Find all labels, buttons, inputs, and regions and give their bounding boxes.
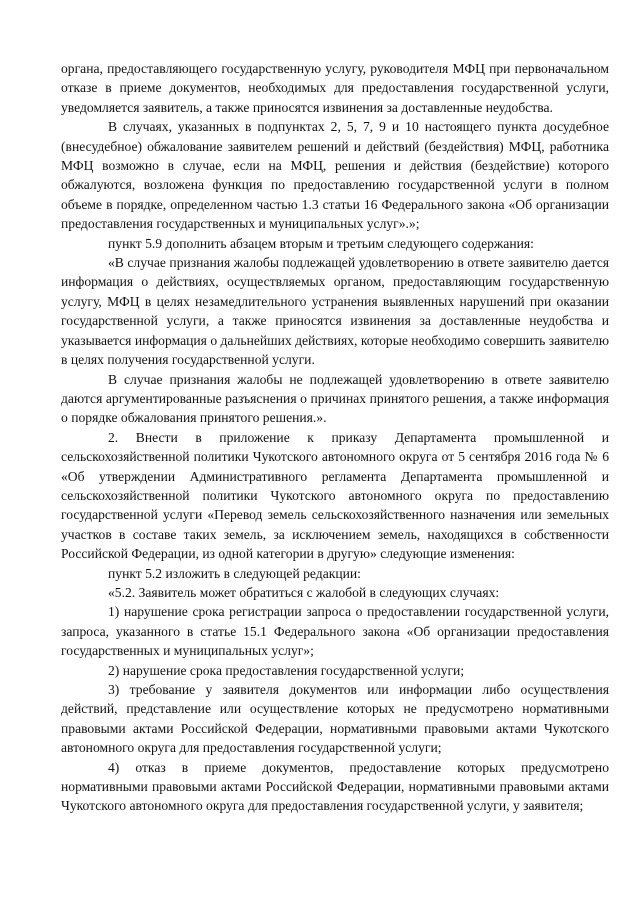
paragraph-clause-5-2-intro: «5.2. Заявитель может обратиться с жалобой в следующих случаях: [108,584,500,600]
list-item-4: 4) отказ в приеме документов, предоставление которых предусмотрено нормативными правовыми актами Российской Федерации, нормативными правовыми актами Чукотского автономного округа для предоставления государственной услуги, у заявителя; [61,759,609,814]
paragraph-continuation: органа, предоставляющего государственную услугу, руководителя МФЦ при первоначальном отказе в приеме документов, необходимых для предоставления государственной услуги, уведомляется заявитель, а также приносятся извинения за доставленные неудобства. [61,61,609,115]
list-item-1: 1) нарушение срока регистрации запроса о предоставлении государственной услуги, запроса, указанного в статье 15.1 Федерального закона «Об организации предоставления государственных и муниципальных услуг»; [61,604,609,659]
list-item-2: 2) нарушение срока предоставления государственной услуги; [108,662,465,678]
paragraph-clause-5-2: пункт 5.2 изложить в следующей редакции: [108,565,361,581]
document-page [61,59,609,816]
paragraph-complaint-rejected: В случае признания жалобы не подлежащей удовлетворению в ответе заявителю даются аргументированные разъяснения о причинах принятого решения, а также информация о порядке обжалования принятого решения.». [61,371,609,426]
list-item-3: 3) требование у заявителя документов или информации либо осуществления действий, представление или осуществление которых не предусмотрено нормативными правовыми актами Российской Федерации, нормативными правовыми актами Чукотского автономного округа для предоставления государственной услуги; [61,682,609,756]
paragraph-clause-5-9: пункт 5.9 дополнить абзацем вторым и третьим следующего содержания: [108,235,534,251]
paragraph-complaint-satisfied: «В случае признания жалобы подлежащей удовлетворению в ответе заявителю дается информация о действиях, осуществляемых органом, предоставляющим государственную услугу, МФЦ в целях незамедлительного устранения выявленных нарушений при оказании государственной услуги, а также приносятся извинения за доставленные неудобства и указывается информация о дальнейших действиях, которые необходимо совершить заявителю в целях получения государственной услуги. [61,255,609,368]
paragraph-item-2-amendment: 2. Внести в приложение к приказу Департамента промышленной и сельскохозяйственной политики Чукотского автономного округа от 5 сентября 2016 года № 6 «Об утверждении Административного регламента Департамента промышленной и сельскохозяйственной политики Чукотского автономного округа по предоставлению государственной услуги «Перевод земель сельскохозяйственного назначения или земельных участков в составе таких земель, за исключением земель, находящихся в собственности Российской Федерации, из одной категории в другую» следующие изменения: [61,429,609,562]
paragraph-mfc-appeal-cases: В случаях, указанных в подпунктах 2, 5, 7, 9 и 10 настоящего пункта досудебное (внесудебное) обжалование заявителем решений и действий (бездействия) МФЦ, работника МФЦ возможно в случае, если на МФЦ, решения и действия (бездействие) которого обжалуются, возложена функция по предоставлению государственной услуги в полном объеме в порядке, определенном частью 1.3 статьи 16 Федерального закона «Об организации предоставления государственных и муниципальных услуг».»; [61,119,609,232]
